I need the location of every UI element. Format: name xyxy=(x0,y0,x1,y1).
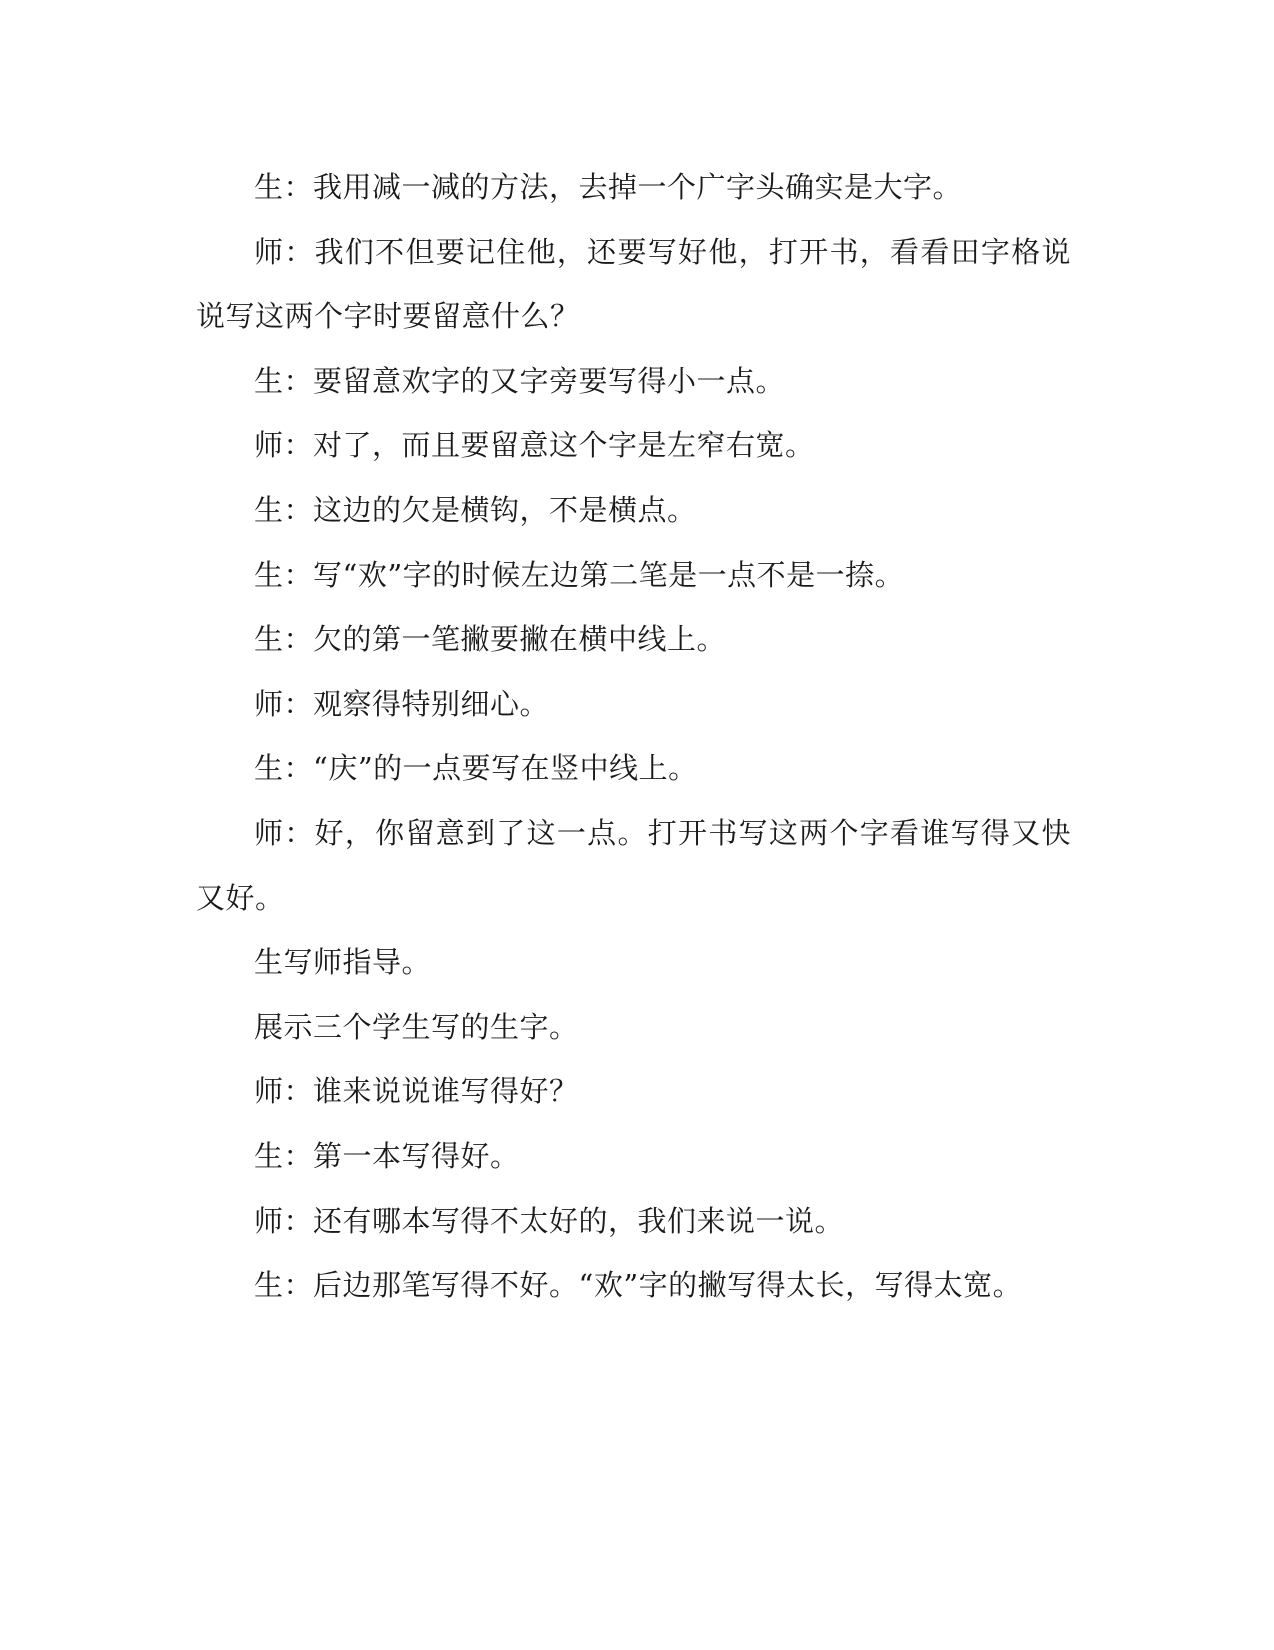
paragraph: 展示三个学生写的生字。 xyxy=(254,1009,579,1044)
paragraph: 生：第一本写得好。 xyxy=(254,1138,520,1173)
paragraph: 生：“庆”的一点要写在竖中线上。 xyxy=(254,751,698,786)
document-body xyxy=(196,155,1071,1318)
paragraph: 师：谁来说说谁写得好？ xyxy=(254,1074,579,1109)
paragraph: 师：观察得特别细心。 xyxy=(254,686,550,721)
paragraph: 师：还有哪本写得不太好的，我们来说一说。 xyxy=(254,1203,845,1238)
paragraph: 师：我们不但要记住他，还要写好他，打开书，看看田字格说说写这两个字时要留意什么？ xyxy=(196,234,1071,334)
paragraph: 生：要留意欢字的又字旁要写得小一点。 xyxy=(254,363,786,398)
paragraph: 生：这边的欠是横钩，不是横点。 xyxy=(254,492,697,527)
paragraph: 生：我用减一减的方法，去掉一个广字头确实是大字。 xyxy=(254,170,963,204)
paragraph: 师：好，你留意到了这一点。打开书写这两个字看谁写得又快又好。 xyxy=(196,815,1071,915)
paragraph: 生：欠的第一笔撇要撇在横中线上。 xyxy=(254,622,727,657)
paragraph: 生：写“欢”字的时候左边第二笔是一点不是一捺。 xyxy=(254,557,905,592)
paragraph: 生写师指导。 xyxy=(254,945,432,980)
paragraph: 师：对了，而且要留意这个字是左窄右宽。 xyxy=(254,428,815,463)
paragraph: 生：后边那笔写得不好。“欢”字的撇写得太长，写得太宽。 xyxy=(254,1268,1023,1303)
